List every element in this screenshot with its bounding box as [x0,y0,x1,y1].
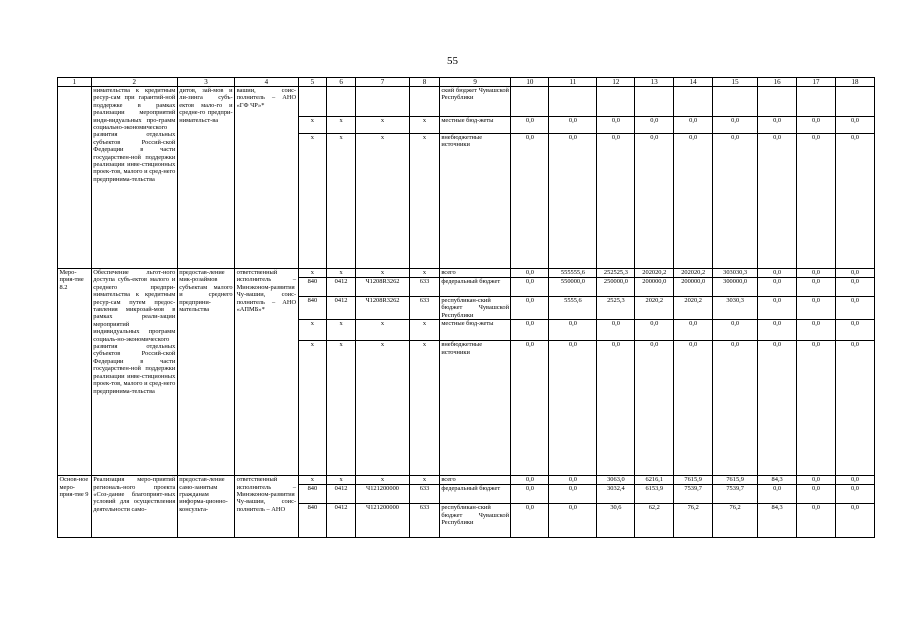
event-name-cell: Обеспечение льгот-ного доступа субъ-ектов малого и среднего предпри-нимательства к кредитным ресур-сам путем предос-тавления микрозай-мов в рамках реали-зации мероприятий индивидуальных программ социаль-но-экономического развития отдельных субъектов Россий-ской Федерации в части государствен-ной поддержки реализации инве-стиционных проек-тов, малого и сред-него предпринима-тельства [91,269,177,476]
value-cell: 30,6 [597,504,635,538]
value-cell: 202020,2 [635,269,674,278]
value-cell: 0,0 [835,278,874,297]
column-header: 5 [298,78,327,87]
value-cell: 0,0 [835,476,874,485]
value-cell: 7615,9 [713,476,758,485]
value-cell [758,87,797,117]
event-number-cell: Меро-прия-тие 8.2 [58,269,92,476]
table-row [58,87,875,117]
value-cell: 555555,6 [549,269,597,278]
value-cell: 0,0 [635,341,674,476]
column-header: 13 [635,78,674,87]
value-cell: 6153,9 [635,485,674,504]
value-cell: 76,2 [674,504,713,538]
value-cell: 3032,4 [597,485,635,504]
value-cell: 0,0 [549,504,597,538]
expense-type-cell: 633 [410,504,440,538]
grbs-cell: x [298,117,327,134]
value-cell: 0,0 [713,320,758,341]
section-cell: 0412 [327,297,356,320]
event-number-cell [58,87,92,269]
target-article-cell: Ч1208R3262 [355,278,409,297]
column-header: 15 [713,78,758,87]
column-header: 7 [355,78,409,87]
value-cell: 0,0 [635,134,674,269]
column-header: 4 [235,78,298,87]
value-cell [713,87,758,117]
expense-type-cell: x [410,341,440,476]
value-cell: 202020,2 [674,269,713,278]
column-header: 16 [758,78,797,87]
grbs-cell: 840 [298,485,327,504]
column-header: 14 [674,78,713,87]
value-cell [549,87,597,117]
value-cell: 0,0 [835,485,874,504]
target-article-cell: x [355,476,409,485]
target-article-cell: Ч1208R3262 [355,297,409,320]
section-cell: x [327,341,356,476]
value-cell: 2020,2 [635,297,674,320]
section-cell: 0412 [327,485,356,504]
funding-source-cell: местные бюд-жеты [439,117,511,134]
table-row [58,269,875,278]
value-cell: 0,0 [597,341,635,476]
value-cell: 0,0 [597,117,635,134]
expense-type-cell: x [410,117,440,134]
page-number: 55 [447,55,458,67]
funding-source-cell: внебюджетные источники [439,134,511,269]
target-article-cell: Ч121200000 [355,504,409,538]
value-cell: 0,0 [835,320,874,341]
value-cell: 0,0 [511,504,549,538]
section-cell [327,87,356,117]
column-header: 18 [835,78,874,87]
value-cell: 0,0 [713,134,758,269]
event-name-cell: Реализация меро-приятий региональ-ного проекта «Соз-дание благоприят-ных условий для осуществления деятельности само- [91,476,177,538]
value-cell: 0,0 [597,320,635,341]
grbs-cell: x [298,134,327,269]
column-header: 3 [177,78,234,87]
value-cell: 550000,0 [549,278,597,297]
value-cell: 84,3 [758,504,797,538]
value-cell: 0,0 [797,134,836,269]
expense-type-cell: x [410,269,440,278]
value-cell: 0,0 [758,269,797,278]
value-cell: 0,0 [758,320,797,341]
value-cell: 200000,0 [635,278,674,297]
value-cell: 0,0 [674,117,713,134]
executor-cell: ответственный исполнитель – Минэконом-развития Чу-вашии, соис-полнитель – АНО [235,476,298,538]
expense-type-cell: x [410,134,440,269]
header-row [58,78,875,87]
section-cell: x [327,476,356,485]
value-cell: 0,0 [511,297,549,320]
value-cell: 3063,0 [597,476,635,485]
funding-source-cell: ский бюджет Чувашской Республики [439,87,511,117]
value-cell: 7615,9 [674,476,713,485]
funding-source-cell: всего [439,476,511,485]
target-article-cell [355,87,409,117]
value-cell: 0,0 [549,117,597,134]
value-cell: 0,0 [835,504,874,538]
funding-source-cell: федеральный бюджет [439,485,511,504]
grbs-cell: x [298,341,327,476]
value-cell: 0,0 [758,297,797,320]
value-cell: 0,0 [511,278,549,297]
value-cell: 0,0 [674,320,713,341]
grbs-cell: 840 [298,504,327,538]
value-cell: 0,0 [758,485,797,504]
event-result-cell: предостав-ление само-занятым гражданам информа-ционно-консульта- [177,476,234,538]
value-cell: 0,0 [797,320,836,341]
value-cell: 0,0 [511,269,549,278]
value-cell: 0,0 [549,320,597,341]
value-cell: 0,0 [797,117,836,134]
value-cell: 0,0 [674,341,713,476]
value-cell: 0,0 [511,117,549,134]
section-cell: x [327,117,356,134]
value-cell: 76,2 [713,504,758,538]
value-cell: 0,0 [758,278,797,297]
grbs-cell: 840 [298,297,327,320]
grbs-cell: x [298,320,327,341]
expense-type-cell: 633 [410,485,440,504]
column-header: 12 [597,78,635,87]
value-cell: 5555,6 [549,297,597,320]
value-cell: 300000,0 [713,278,758,297]
value-cell: 0,0 [549,485,597,504]
target-article-cell: x [355,117,409,134]
funding-source-cell: всего [439,269,511,278]
column-header: 11 [549,78,597,87]
value-cell: 0,0 [549,134,597,269]
grbs-cell: x [298,269,327,278]
value-cell: 0,0 [797,297,836,320]
value-cell: 0,0 [713,341,758,476]
column-header: 9 [439,78,511,87]
value-cell [635,87,674,117]
value-cell: 0,0 [835,297,874,320]
grbs-cell: x [298,476,327,485]
value-cell: 0,0 [713,117,758,134]
value-cell: 2525,3 [597,297,635,320]
value-cell: 0,0 [511,476,549,485]
executor-cell: ответственный исполнитель – Минэконом-развития Чу-вашии, соис-полнитель – АНО «АПМБ»* [235,269,298,476]
value-cell: 0,0 [797,476,836,485]
value-cell: 0,0 [511,341,549,476]
column-header: 6 [327,78,356,87]
expense-type-cell: 633 [410,278,440,297]
funding-source-cell: внебюджетные источники [439,341,511,476]
target-article-cell: x [355,341,409,476]
target-article-cell: x [355,320,409,341]
value-cell: 0,0 [835,134,874,269]
funding-source-cell: местные бюд-жеты [439,320,511,341]
grbs-cell: 840 [298,278,327,297]
value-cell: 84,3 [758,476,797,485]
event-result-cell: дитов, зай-мов и ли-зинга субъ-ектов мало-го и средне-го предпри-нимательст-ва [177,87,234,269]
value-cell [835,87,874,117]
value-cell: 62,2 [635,504,674,538]
column-header: 8 [410,78,440,87]
value-cell: 3030,3 [713,297,758,320]
value-cell: 7539,7 [674,485,713,504]
funding-source-cell: республикан-ский бюджет Чувашской Республики [441,297,509,319]
value-cell: 252525,3 [597,269,635,278]
value-cell: 0,0 [758,134,797,269]
expense-type-cell [410,87,440,117]
value-cell: 7539,7 [713,485,758,504]
value-cell: 2020,2 [674,297,713,320]
value-cell: 0,0 [835,117,874,134]
section-cell: 0412 [327,278,356,297]
value-cell: 6216,1 [635,476,674,485]
value-cell: 0,0 [797,341,836,476]
column-header: 2 [91,78,177,87]
value-cell [797,87,836,117]
table-row [58,476,875,485]
value-cell: 0,0 [597,134,635,269]
section-cell: x [327,269,356,278]
value-cell: 303030,3 [713,269,758,278]
value-cell: 0,0 [511,485,549,504]
column-header: 1 [58,78,92,87]
expense-type-cell: x [410,320,440,341]
event-number-cell: Основ-ное меро-прия-тие 9 [58,476,92,538]
value-cell: 0,0 [549,341,597,476]
value-cell: 250000,0 [597,278,635,297]
section-cell: x [327,320,356,341]
value-cell: 0,0 [758,341,797,476]
value-cell: 0,0 [549,476,597,485]
value-cell: 200000,0 [674,278,713,297]
target-article-cell: Ч121200000 [355,485,409,504]
value-cell: 0,0 [674,134,713,269]
event-result-cell: предостав-ление мик-розаймов субъектам малого и среднего предприни-мательства [177,269,234,476]
expense-type-cell: 633 [410,297,440,320]
funding-source-cell: республикан-ский бюджет Чувашской Республики [439,504,511,538]
grbs-cell [298,87,327,117]
section-cell: x [327,134,356,269]
value-cell [597,87,635,117]
column-header: 10 [511,78,549,87]
column-header: 17 [797,78,836,87]
value-cell: 0,0 [758,117,797,134]
event-name-cell: нимательства к кредитным ресур-сам при гарантий-ной поддержке в рамках реализации мероприятий инди-видуальных про-грамм социально-экономического развития отдельных субъектов Россий-ской Федерации в части государствен-ной поддержки реализации инве-стиционных проек-тов, малого и сред-него предпринима-тельства [91,87,177,269]
value-cell: 0,0 [511,134,549,269]
value-cell: 0,0 [797,485,836,504]
value-cell: 0,0 [635,117,674,134]
value-cell: 0,0 [797,504,836,538]
value-cell: 0,0 [511,320,549,341]
target-article-cell: x [355,134,409,269]
target-article-cell: x [355,269,409,278]
value-cell: 0,0 [635,320,674,341]
budget-table [57,77,875,538]
expense-type-cell: x [410,476,440,485]
value-cell: 0,0 [835,341,874,476]
value-cell [511,87,549,117]
value-cell [674,87,713,117]
section-cell: 0412 [327,504,356,538]
value-cell: 0,0 [835,269,874,278]
funding-source-cell: федеральный бюджет [439,278,511,297]
value-cell: 0,0 [797,278,836,297]
executor-cell: вашии, соис-полнитель – АНО «ГФ ЧР»* [235,87,298,269]
value-cell: 0,0 [797,269,836,278]
